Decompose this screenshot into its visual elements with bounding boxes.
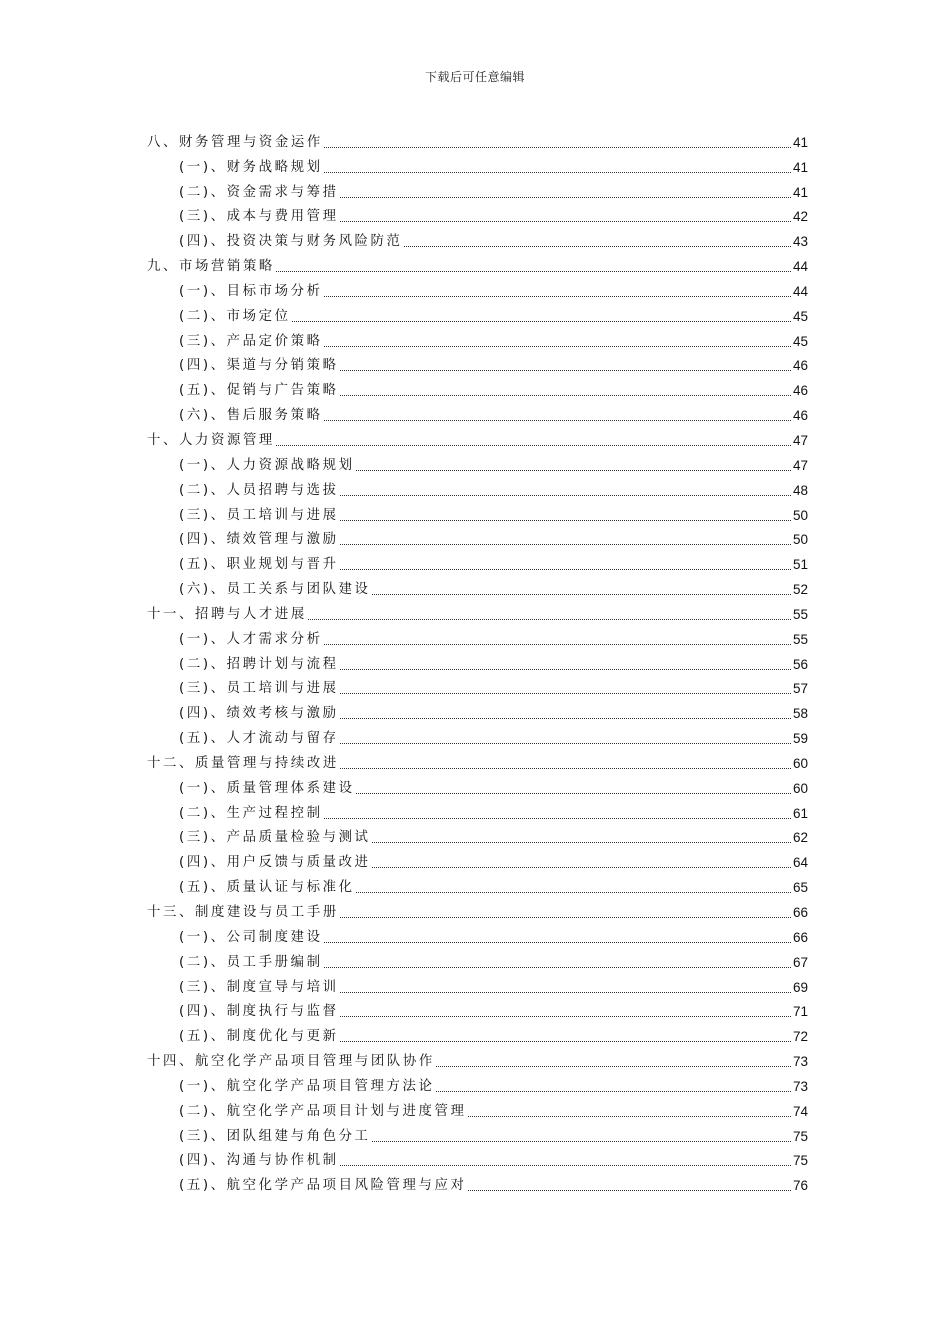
toc-dot-leader [340,916,791,918]
toc-dot-leader [324,643,791,645]
toc-section-entry[interactable] [147,1146,808,1171]
toc-entry-label: 十二、质量管理与持续改进 [147,755,339,771]
toc-page-number: 50 [792,532,808,548]
toc-entry-label: (一)、质量管理体系建设 [179,780,355,796]
toc-entry-label: (二)、员工手册编制 [179,954,323,970]
toc-dot-leader [356,792,791,794]
toc-page-number: 73 [792,1078,808,1094]
toc-page-number: 41 [792,159,808,175]
toc-page-number: 66 [792,905,808,920]
toc-entry-label: 十三、制度建设与员工手册 [147,905,339,920]
toc-chapter-entry[interactable] [147,897,808,922]
toc-entry-label: (一)、公司制度建设 [179,929,323,945]
toc-entry-label: (二)、人员招聘与选拔 [179,482,339,498]
toc-dot-leader [340,220,791,222]
toc-entry-label: (四)、绩效管理与激励 [179,532,339,548]
toc-section-entry[interactable] [147,351,808,376]
toc-entry-label: (二)、招聘计划与流程 [179,656,339,672]
toc-entry-label: (四)、投资决策与财务风险防范 [179,234,403,250]
toc-entry-label: (一)、人力资源战略规划 [179,457,355,473]
toc-chapter-entry[interactable] [147,599,808,624]
toc-page-number: 44 [792,283,808,299]
toc-entry-label: (四)、用户反馈与质量改进 [179,855,371,871]
toc-dot-leader [340,394,791,396]
toc-section-entry[interactable] [147,226,808,251]
toc-entry-label: (四)、制度执行与监督 [179,1004,339,1020]
toc-page-number: 52 [792,582,808,598]
toc-entry-label: (三)、产品定价策略 [179,333,323,349]
toc-dot-leader [340,519,791,521]
toc-entry-label: (一)、航空化学产品项目管理方法论 [179,1078,435,1094]
toc-section-entry[interactable] [147,177,808,202]
toc-dot-leader [324,419,791,421]
toc-page-number: 44 [792,259,808,275]
toc-dot-leader [340,369,791,371]
toc-page-number: 43 [792,234,808,250]
toc-dot-leader [324,146,791,148]
toc-page-number: 75 [792,1128,808,1144]
toc-section-entry[interactable] [147,649,808,674]
toc-entry-label: (一)、目标市场分析 [179,283,323,299]
toc-dot-leader [324,817,791,819]
toc-page-number: 76 [792,1178,808,1194]
toc-page-number: 46 [792,408,808,424]
toc-page-number: 48 [792,482,808,498]
toc-section-entry[interactable] [147,947,808,972]
toc-entry-label: (二)、资金需求与筹措 [179,184,339,200]
toc-entry-label: (五)、制度优化与更新 [179,1029,339,1045]
toc-entry-label: (三)、员工培训与进展 [179,681,339,697]
toc-dot-leader [292,320,791,322]
toc-dot-leader [340,543,791,545]
toc-page-number: 66 [792,929,808,945]
toc-section-entry[interactable] [147,798,808,823]
toc-page-number: 67 [792,954,808,970]
toc-page-number: 69 [792,979,808,995]
toc-page-number: 71 [792,1004,808,1020]
toc-page-number: 55 [792,631,808,647]
toc-page-number: 60 [792,755,808,771]
toc-dot-leader [324,966,791,968]
toc-dot-leader [436,1065,791,1067]
toc-entry-label: (三)、员工培训与进展 [179,507,339,523]
toc-section-entry[interactable] [147,674,808,699]
toc-entry-label: (一)、人才需求分析 [179,631,323,647]
toc-page-number: 42 [792,209,808,225]
toc-section-entry[interactable] [147,326,808,351]
toc-entry-label: 十四、航空化学产品项目管理与团队协作 [147,1054,435,1070]
toc-section-entry[interactable] [147,698,808,723]
toc-entry-label: (四)、沟通与协作机制 [179,1153,339,1169]
toc-entry-label: (二)、航空化学产品项目计划与进度管理 [179,1103,467,1119]
toc-page-number: 72 [792,1029,808,1045]
toc-dot-leader [324,345,791,347]
toc-entry-label: (三)、制度宣导与培训 [179,979,339,995]
toc-entry-label: (五)、航空化学产品项目风险管理与应对 [179,1178,467,1194]
toc-dot-leader [372,593,791,595]
toc-page-number: 74 [792,1103,808,1119]
toc-page-number: 47 [792,432,808,448]
toc-section-entry[interactable] [147,475,808,500]
toc-entry-label: (二)、市场定位 [179,308,291,324]
toc-entry-label: (四)、绩效考核与激励 [179,706,339,722]
toc-section-entry[interactable] [147,1021,808,1046]
toc-page-number: 51 [792,557,808,573]
toc-dot-leader [372,841,791,843]
toc-section-entry[interactable] [147,773,808,798]
toc-dot-leader [308,618,791,620]
toc-entry-label: (二)、生产过程控制 [179,805,323,821]
toc-page-number: 47 [792,457,808,473]
toc-dot-leader [356,891,791,893]
toc-section-entry[interactable] [147,847,808,872]
toc-page-number: 41 [792,134,808,150]
toc-entry-label: (五)、职业规划与晋升 [179,557,339,573]
toc-dot-leader [340,1164,791,1166]
toc-section-entry[interactable] [147,400,808,425]
toc-page-number: 45 [792,308,808,324]
toc-section-entry[interactable] [147,202,808,227]
toc-entry-label: (六)、售后服务策略 [179,408,323,424]
toc-dot-leader [324,295,791,297]
toc-entry-label: 九、市场营销策略 [147,259,275,275]
toc-section-entry[interactable] [147,450,808,475]
toc-page-number: 75 [792,1153,808,1169]
toc-section-entry[interactable] [147,723,808,748]
toc-dot-leader [340,991,791,993]
toc-section-entry[interactable] [147,375,808,400]
toc-dot-leader [372,1140,791,1142]
toc-entry-label: (六)、员工关系与团队建设 [179,582,371,598]
toc-entry-label: (五)、人才流动与留存 [179,731,339,747]
toc-page-number: 60 [792,780,808,796]
toc-page-number: 55 [792,606,808,622]
toc-entry-label: (三)、团队组建与角色分工 [179,1128,371,1144]
toc-page-number: 56 [792,656,808,672]
toc-entry-label: (三)、成本与费用管理 [179,209,339,225]
toc-page-number: 58 [792,706,808,722]
toc-section-entry[interactable] [147,525,808,550]
toc-page-number: 46 [792,358,808,374]
toc-dot-leader [340,767,791,769]
toc-dot-leader [340,742,791,744]
toc-chapter-entry[interactable] [147,748,808,773]
toc-page-number: 50 [792,507,808,523]
toc-section-entry[interactable] [147,1096,808,1121]
toc-chapter-entry[interactable] [147,251,808,276]
toc-section-entry[interactable] [147,624,808,649]
toc-page-number: 46 [792,383,808,399]
page-header: 下载后可任意编辑 [424,70,525,84]
toc-dot-leader [340,1015,791,1017]
toc-section-entry[interactable] [147,152,808,177]
toc-dot-leader [468,1189,791,1191]
toc-dot-leader [340,196,791,198]
toc-dot-leader [324,941,791,943]
toc-page-number: 73 [792,1054,808,1070]
toc-dot-leader [356,469,791,471]
toc-dot-leader [340,692,791,694]
toc-dot-leader [340,1040,791,1042]
toc-section-entry[interactable] [147,823,808,848]
toc-section-entry[interactable] [147,500,808,525]
toc-chapter-entry[interactable] [147,425,808,450]
toc-dot-leader [372,866,791,868]
toc-page-number: 41 [792,184,808,200]
toc-section-entry[interactable] [147,549,808,574]
toc-dot-leader [276,444,791,446]
toc-page-number: 64 [792,855,808,871]
toc-entry-label: (一)、财务战略规划 [179,159,323,175]
toc-section-entry[interactable] [147,574,808,599]
toc-dot-leader [436,1090,791,1092]
toc-entry-label: 八、财务管理与资金运作 [147,134,323,150]
toc-chapter-entry[interactable] [147,127,808,152]
toc-dot-leader [324,171,791,173]
toc-section-entry[interactable] [147,1170,808,1195]
toc-entry-label: 十一、招聘与人才进展 [147,606,307,622]
toc-section-entry[interactable] [147,276,808,301]
toc-section-entry[interactable] [147,872,808,897]
toc-dot-leader [340,717,791,719]
toc-page-number: 62 [792,830,808,846]
toc-entry-label: (三)、产品质量检验与测试 [179,830,371,846]
toc-entry-label: (五)、促销与广告策略 [179,383,339,399]
toc-entry-label: 十、人力资源管理 [147,432,275,448]
toc-section-entry[interactable] [147,922,808,947]
toc-page-number: 45 [792,333,808,349]
toc-chapter-entry[interactable] [147,1046,808,1071]
toc-entry-label: (四)、渠道与分销策略 [179,358,339,374]
toc-page-number: 59 [792,731,808,747]
toc-section-entry[interactable] [147,997,808,1022]
toc-section-entry[interactable] [147,972,808,997]
toc-section-entry[interactable] [147,301,808,326]
toc-dot-leader [340,494,791,496]
toc-dot-leader [340,568,791,570]
toc-page-number: 57 [792,681,808,697]
toc-dot-leader [340,668,791,670]
toc-section-entry[interactable] [147,1121,808,1146]
toc-page-number: 61 [792,805,808,821]
toc-dot-leader [468,1115,791,1117]
toc-dot-leader [276,270,791,272]
toc-section-entry[interactable] [147,1071,808,1096]
toc-page-number: 65 [792,880,808,896]
toc-dot-leader [404,245,791,247]
toc-entry-label: (五)、质量认证与标准化 [179,880,355,896]
table-of-contents [147,127,808,1195]
